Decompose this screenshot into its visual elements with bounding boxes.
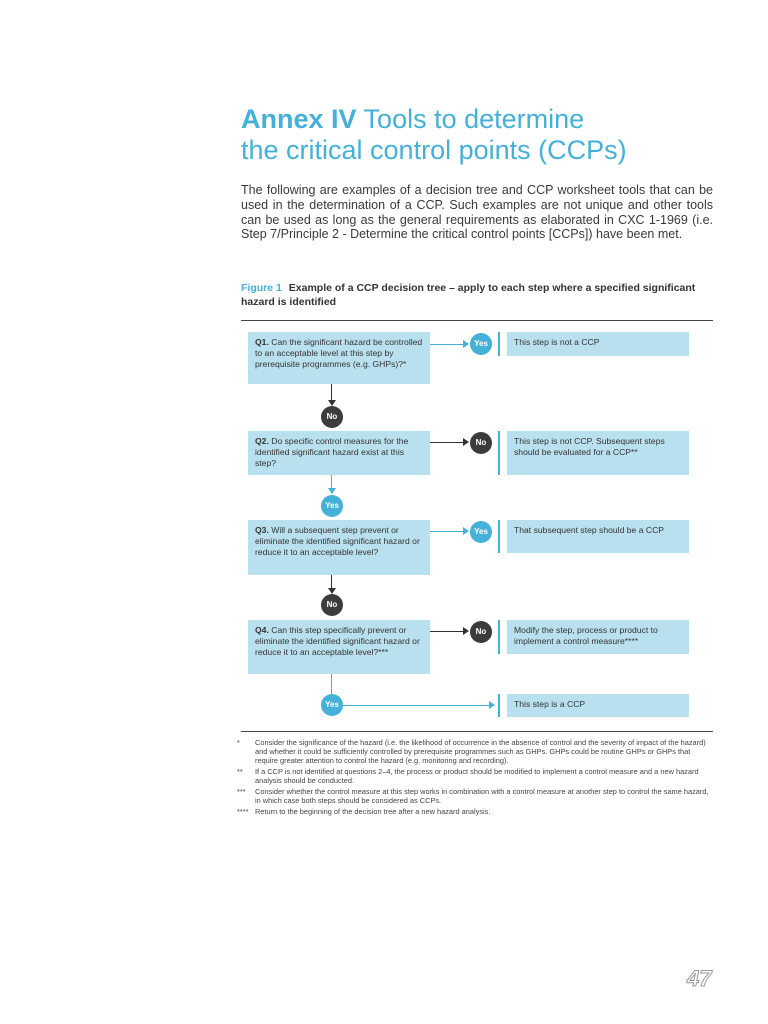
q2-no-badge: No: [470, 432, 492, 454]
question-3-label: Q3.: [255, 525, 269, 535]
figure-number: Figure 1: [241, 282, 282, 294]
q2-yes-arrow: [328, 488, 336, 494]
footnote-1-text: Consider the significance of the hazard (i.e. the likelihood of occurrence in the absence of control and the severity of impact of the hazard) and whether it could be sufficiently controlled by prerequisite programmes such as GHPs. GHPs could be routine GHPs or GHPs that require greater attention to control the hazard (e.g. monitoring and recording).: [255, 738, 706, 765]
answer-2-box: This step is not CCP. Subsequent steps should be evaluated for a CCP**: [507, 431, 689, 475]
question-2-text: Do specific control measures for the identified significant hazard exist at this step?: [255, 436, 409, 468]
q1-yes-arrow: [463, 340, 469, 348]
footnote-1-mark: *: [237, 738, 240, 747]
q4-yes-connector: [331, 674, 332, 694]
footnotes: [237, 738, 713, 818]
q4-yes-horizontal-arrow: [489, 701, 495, 709]
footnote-2: [237, 767, 713, 785]
q3-answer-bar: [498, 520, 500, 553]
question-4-text: Can this step specifically prevent or eliminate the identified significant hazard or reduce it to an acceptable level?***: [255, 625, 420, 657]
figure-top-rule: [241, 320, 713, 321]
footnote-4-mark: ****: [237, 807, 249, 816]
intro-paragraph: The following are examples of a decision tree and CCP worksheet tools that can be used in the determination of a CCP. Such examples are not unique and other tools can be used as long as the general requirements as elaborated in CXC 1-1969 (i.e. Step 7/Principle 2 - Determine the critical control points [CCPs]) have been met.: [241, 183, 713, 242]
q2-yes-badge: Yes: [321, 495, 343, 517]
footnote-1: [237, 738, 713, 765]
question-3-text: Will a subsequent step prevent or eliminate the identified significant hazard or reduce it to an acceptable level?: [255, 525, 420, 557]
footnote-3-text: Consider whether the control measure at this step works in combination with a control measure at another step to control the same hazard, in which case both steps should be considered as CCPs.: [255, 787, 709, 805]
footnote-3: [237, 787, 713, 805]
answer-4-box: Modify the step, process or product to implement a control measure****: [507, 620, 689, 654]
question-3-box: [248, 520, 430, 575]
footnote-4-text: Return to the beginning of the decision tree after a new hazard analysis.: [255, 807, 491, 816]
q4-yes-horizontal-connector: [343, 705, 490, 706]
q2-answer-bar: [498, 431, 500, 475]
q3-yes-connector: [430, 531, 464, 532]
q2-no-connector: [430, 442, 464, 443]
q4-no-arrow: [463, 627, 469, 635]
figure-caption: [241, 282, 713, 309]
annex-label: Annex IV: [241, 104, 357, 134]
footnote-2-text: If a CCP is not identified at questions 2–4, the process or product should be modified to implement a control measure and a new hazard analysis should be conducted.: [255, 767, 699, 785]
question-4-label: Q4.: [255, 625, 269, 635]
q4-yes-answer-bar: [498, 694, 500, 717]
footnote-2-mark: **: [237, 767, 243, 776]
title-line2: the critical control points (CCPs): [241, 135, 627, 165]
q1-yes-connector: [430, 344, 464, 345]
q2-no-arrow: [463, 438, 469, 446]
q3-yes-arrow: [463, 527, 469, 535]
page-number: 47: [687, 966, 712, 991]
q1-answer-bar: [498, 332, 500, 356]
question-4-box: [248, 620, 430, 674]
question-2-box: [248, 431, 430, 475]
q4-yes-badge: Yes: [321, 694, 343, 716]
answer-1-box: This step is not a CCP: [507, 332, 689, 356]
q1-no-badge: No: [321, 406, 343, 428]
q4-no-badge: No: [470, 621, 492, 643]
footnote-4: [237, 807, 713, 816]
q4-no-connector: [430, 631, 464, 632]
footnote-3-mark: ***: [237, 787, 246, 796]
answer-3-box: That subsequent step should be a CCP: [507, 520, 689, 553]
page-title: [241, 104, 721, 166]
title-line1: Tools to determine: [363, 104, 585, 134]
q4-answer-bar: [498, 620, 500, 654]
figure-bottom-rule: [241, 731, 713, 732]
q1-yes-badge: Yes: [470, 333, 492, 355]
question-1-text: Can the significant hazard be controlled to an acceptable level at this step by prerequisite programmes (e.g. GHPs)?*: [255, 337, 423, 369]
figure-caption-text: Example of a CCP decision tree – apply to each step where a specified significant hazard is identified: [241, 282, 696, 308]
question-1-label: Q1.: [255, 337, 269, 347]
q3-yes-badge: Yes: [470, 521, 492, 543]
question-2-label: Q2.: [255, 436, 269, 446]
question-1-box: [248, 332, 430, 384]
answer-5-box: This step is a CCP: [507, 694, 689, 717]
q3-no-badge: No: [321, 594, 343, 616]
